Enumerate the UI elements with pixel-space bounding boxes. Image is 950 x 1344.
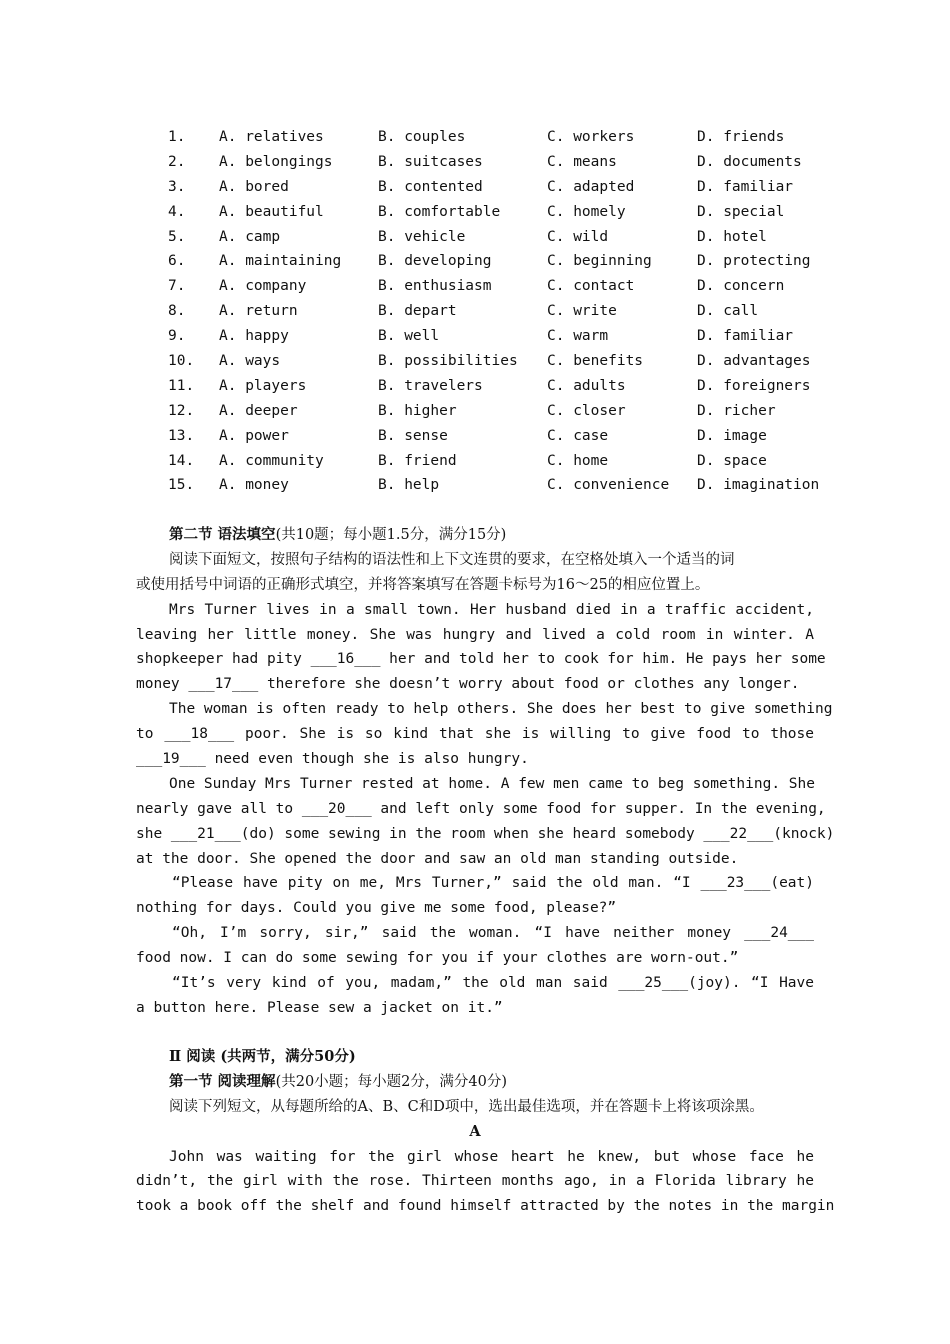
- option-d: D. special: [697, 203, 785, 220]
- option-row: [168, 449, 848, 474]
- question-number: 10.: [168, 353, 195, 370]
- instruction-line: 或使用括号中词语的正确形式填空，并将答案填写在答题卡标号为16～25的相应位置上。: [136, 576, 710, 593]
- option-b: B. friend: [378, 452, 457, 469]
- instruction-line: 阅读下面短文，按照句子结构的语法性和上下文连贯的要求，在空格处填入一个适当的词: [169, 551, 735, 568]
- question-number: 5.: [168, 228, 186, 245]
- option-b: B. comfortable: [378, 203, 501, 220]
- option-b: B. depart: [378, 303, 457, 320]
- option-a: A. beautiful: [219, 203, 324, 220]
- option-c: C. warm: [547, 328, 609, 345]
- section-heading-info: (共20小题；每小题2分，满分40分): [275, 1073, 508, 1090]
- question-number: 3.: [168, 178, 186, 195]
- question-number: 9.: [168, 328, 186, 345]
- passage-line: a button here. Please sew a jacket on it.”: [136, 999, 503, 1016]
- option-row: [168, 399, 848, 424]
- option-c: C. closer: [547, 402, 626, 419]
- passage-line: took a book off the shelf and found himself attracted by the notes in the margin: [136, 1198, 835, 1215]
- option-d: D. familiar: [697, 328, 794, 345]
- option-b: B. higher: [378, 402, 457, 419]
- option-a: A. deeper: [219, 402, 298, 419]
- option-a: A. happy: [219, 328, 289, 345]
- option-row: [168, 349, 848, 374]
- option-a: A. money: [219, 477, 289, 494]
- option-d: D. imagination: [697, 477, 820, 494]
- question-number: 4.: [168, 203, 186, 220]
- option-row: [168, 473, 848, 498]
- passage-line: ___19___ need even though she is also hungry.: [136, 751, 529, 768]
- passage-line: The woman is often ready to help others. She does her best to give something: [169, 701, 833, 718]
- passage-line: One Sunday Mrs Turner rested at home. A few men came to beg something. She: [169, 775, 816, 792]
- option-c: C. convenience: [547, 477, 670, 494]
- option-c: C. homely: [547, 203, 626, 220]
- passage-line: she ___21___(do) some sewing in the room when she heard somebody ___22___(knock): [136, 825, 835, 842]
- option-d: D. documents: [697, 153, 802, 170]
- option-b: B. travelers: [378, 377, 483, 394]
- option-a: A. camp: [219, 228, 281, 245]
- question-number: 2.: [168, 153, 186, 170]
- option-c: C. wild: [547, 228, 609, 245]
- option-c: C. contact: [547, 278, 635, 295]
- section-heading: [136, 1070, 814, 1095]
- option-a: A. ways: [219, 353, 281, 370]
- question-number: 15.: [168, 477, 195, 494]
- option-a: A. players: [219, 377, 307, 394]
- option-row: [168, 299, 848, 324]
- option-d: D. concern: [697, 278, 785, 295]
- option-row: [168, 374, 848, 399]
- option-c: C. case: [547, 427, 609, 444]
- option-c: C. workers: [547, 129, 635, 145]
- option-c: C. means: [547, 153, 617, 170]
- part-title: Ⅱ 阅读 (共两节，满分50分): [169, 1048, 356, 1065]
- passage-line: John was waiting for the girl whose heart he knew, but whose face he: [169, 1148, 814, 1165]
- question-number: 6.: [168, 253, 186, 270]
- option-c: C. write: [547, 303, 617, 320]
- question-number: 7.: [168, 278, 186, 295]
- option-row: [168, 125, 848, 150]
- option-row: [168, 324, 848, 349]
- question-number: 11.: [168, 377, 195, 394]
- option-a: A. bored: [219, 178, 289, 195]
- option-a: A. relatives: [219, 129, 324, 145]
- option-a: A. belongings: [219, 153, 333, 170]
- passage-line: shopkeeper had pity ___16___ her and told her to cook for him. He pays her some: [136, 651, 826, 668]
- option-b: B. contented: [378, 178, 483, 195]
- option-c: C. home: [547, 452, 609, 469]
- option-row: [168, 249, 848, 274]
- question-number: 8.: [168, 303, 186, 320]
- passage-line: didn’t, the girl with the rose. Thirteen months ago, in a Florida library he: [136, 1173, 814, 1190]
- option-d: D. space: [697, 452, 767, 469]
- option-b: B. enthusiasm: [378, 278, 492, 295]
- passage-line: to ___18___ poor. She is so kind that she is willing to give food to those: [136, 726, 814, 743]
- option-b: B. possibilities: [378, 353, 518, 370]
- option-row: [168, 175, 848, 200]
- section-heading-title: 第一节 阅读理解: [169, 1072, 276, 1090]
- option-b: B. couples: [378, 129, 466, 145]
- option-b: B. sense: [378, 427, 448, 444]
- option-row: [168, 150, 848, 175]
- option-row: [168, 225, 848, 250]
- passage-line: “It’s very kind of you, madam,” the old man said ___25___(joy). “I Have: [172, 975, 814, 992]
- options-table: [168, 125, 848, 498]
- option-a: A. maintaining: [219, 253, 342, 270]
- passage-line: Mrs Turner lives in a small town. Her husband died in a traffic accident,: [169, 601, 814, 618]
- option-d: D. familiar: [697, 178, 794, 195]
- option-b: B. developing: [378, 253, 492, 270]
- passage-line: nothing for days. Could you give me some food, please?”: [136, 900, 617, 917]
- option-d: D. foreigners: [697, 377, 811, 394]
- passage-line: at the door. She opened the door and saw an old man standing outside.: [136, 850, 739, 867]
- passage-line: “Please have pity on me, Mrs Turner,” said the old man. “I ___23___(eat): [172, 875, 814, 892]
- option-d: D. protecting: [697, 253, 811, 270]
- option-c: C. adapted: [547, 178, 635, 195]
- question-number: 12.: [168, 402, 195, 419]
- option-a: A. community: [219, 452, 324, 469]
- option-d: D. call: [697, 303, 759, 320]
- option-d: D. image: [697, 427, 767, 444]
- reading-section: [136, 1045, 835, 1219]
- section-heading-info: (共10题；每小题1.5分，满分15分): [275, 527, 507, 543]
- option-a: A. return: [219, 303, 298, 320]
- option-b: B. well: [378, 328, 440, 345]
- passage-line: leaving her little money. She was hungry and lived a cold room in winter. A: [136, 626, 814, 643]
- passage-line: “Oh, I’m sorry, sir,” said the woman. “I have neither money ___24___: [172, 925, 814, 942]
- grammar-section: [136, 523, 835, 1021]
- passage-label: A: [469, 1122, 481, 1140]
- passage-line: money ___17___ therefore she doesn’t worry about food or clothes any longer.: [136, 676, 800, 693]
- option-d: D. richer: [697, 402, 776, 419]
- option-b: B. help: [378, 477, 440, 494]
- option-c: C. beginning: [547, 253, 652, 270]
- option-row: [168, 200, 848, 225]
- option-c: C. adults: [547, 377, 626, 394]
- option-a: A. company: [219, 278, 307, 295]
- option-a: A. power: [219, 427, 289, 444]
- section-heading: [136, 523, 814, 548]
- option-b: B. vehicle: [378, 228, 466, 245]
- option-d: D. advantages: [697, 353, 811, 370]
- question-number: 13.: [168, 427, 195, 444]
- question-number: 14.: [168, 452, 195, 469]
- passage-line: food now. I can do some sewing for you if your clothes are worn-out.”: [136, 950, 739, 967]
- instruction-line: 阅读下列短文，从每题所给的A、B、C和D项中，选出最佳选项，并在答题卡上将该项涂黑。: [169, 1098, 764, 1115]
- section-heading-title: 第二节 语法填空: [169, 526, 276, 543]
- question-number: 1.: [168, 129, 186, 145]
- option-row: [168, 274, 848, 299]
- option-c: C. benefits: [547, 353, 644, 370]
- option-b: B. suitcases: [378, 153, 483, 170]
- option-d: D. hotel: [697, 228, 767, 245]
- option-d: D. friends: [697, 129, 785, 145]
- option-row: [168, 424, 848, 449]
- passage-line: nearly gave all to ___20___ and left only some food for supper. In the evening,: [136, 800, 826, 817]
